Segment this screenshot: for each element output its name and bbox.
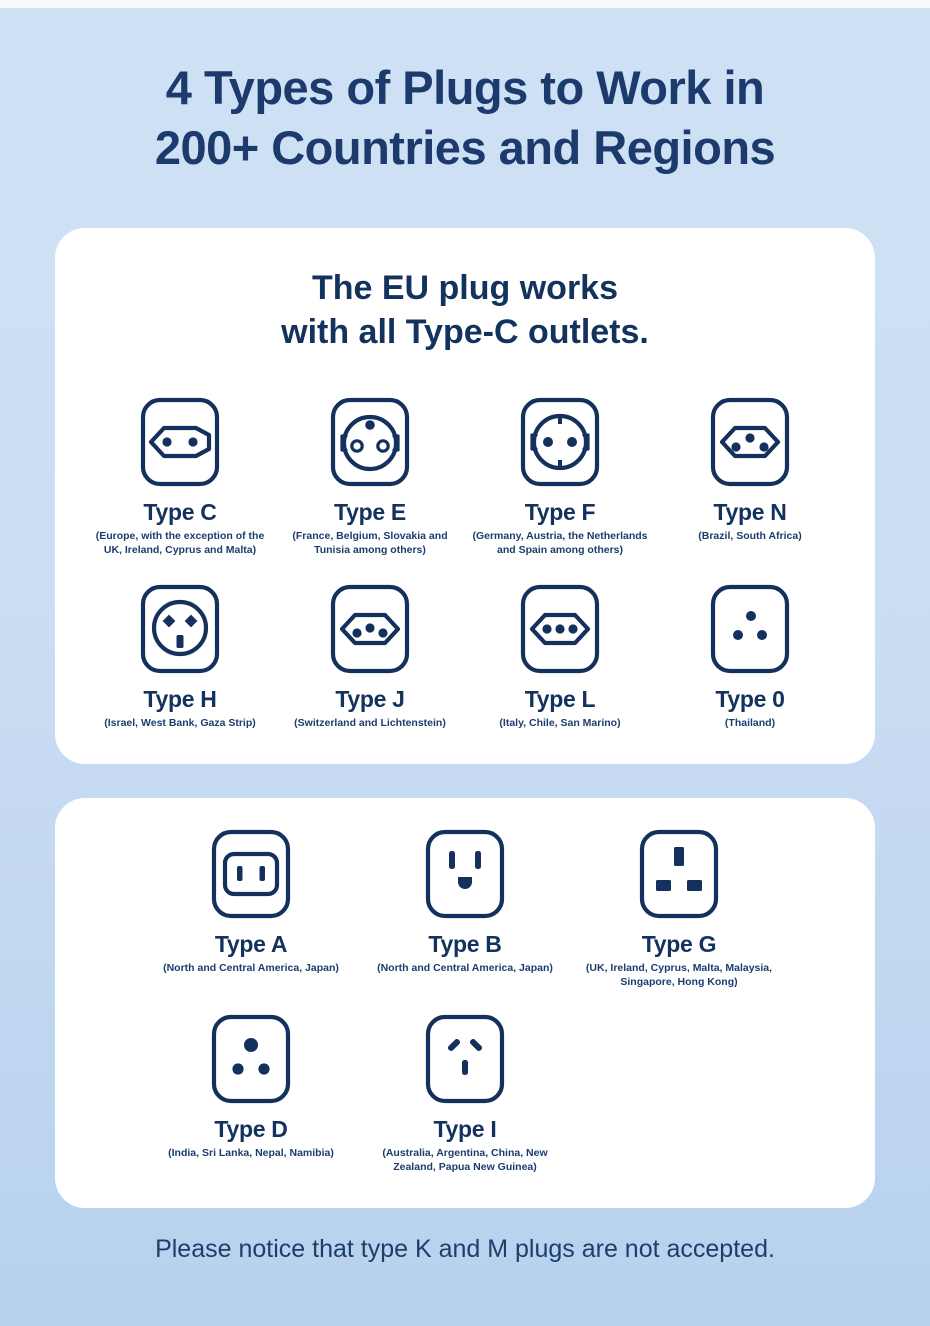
plug-type-label: Type B [428, 931, 502, 957]
plug-type-label: Type C [143, 499, 217, 525]
eu-plug-grid [55, 396, 875, 730]
plug-type-h [85, 583, 275, 730]
plug-type-l [465, 583, 655, 730]
top-strip [0, 0, 930, 8]
plug-type-j [275, 583, 465, 730]
plug-type-caption: (France, Belgium, Slovakia and Tunisia among others) [292, 530, 448, 556]
plug-type-b [358, 828, 572, 989]
type-l-socket-icon [519, 583, 601, 675]
type-j-socket-icon [329, 583, 411, 675]
plug-type-caption: (North and Central America, Japan) [377, 962, 553, 974]
plug-type-f [465, 396, 655, 557]
footer-note: Please notice that type K and M plugs are not accepted. [155, 1235, 775, 1263]
other-plug-grid [55, 828, 875, 1174]
type-o-socket-icon [709, 583, 791, 675]
plug-type-label: Type L [524, 686, 596, 712]
eu-card-heading-line2: with all Type-C outlets. [281, 313, 649, 351]
plug-type-label: Type F [524, 499, 596, 525]
eu-plug-card [55, 228, 875, 764]
type-h-socket-icon [139, 583, 221, 675]
plug-type-caption: (Australia, Argentina, China, New Zealand, Papua New Guinea) [382, 1147, 548, 1173]
plug-type-caption: (India, Sri Lanka, Nepal, Namibia) [168, 1147, 334, 1159]
page-title-line1: 4 Types of Plugs to Work in [165, 61, 765, 114]
plug-type-caption: (Europe, with the exception of the UK, Ireland, Cyprus and Malta) [95, 530, 265, 556]
plug-type-caption: (Switzerland and Lichtenstein) [294, 717, 446, 729]
eu-card-heading-line1: The EU plug works [311, 269, 619, 307]
plug-type-label: Type A [214, 931, 288, 957]
plug-type-caption: (Brazil, South Africa) [698, 530, 802, 542]
type-f-socket-icon [519, 396, 601, 488]
plug-type-a [144, 828, 358, 989]
type-i-socket-icon [424, 1013, 506, 1105]
plug-type-g [572, 828, 786, 989]
type-e-socket-icon [329, 396, 411, 488]
plug-type-o [655, 583, 845, 730]
type-a-socket-icon [210, 828, 292, 920]
page-title-line2: 200+ Countries and Regions [154, 121, 776, 174]
plug-type-label: Type H [143, 686, 217, 712]
plug-type-label: Type E [334, 499, 406, 525]
plug-type-caption: (UK, Ireland, Cyprus, Malta, Malaysia, Singapore, Hong Kong) [585, 962, 773, 988]
type-g-socket-icon [638, 828, 720, 920]
plug-type-c [85, 396, 275, 557]
plug-type-e [275, 396, 465, 557]
plug-type-caption: (Israel, West Bank, Gaza Strip) [104, 717, 256, 729]
plug-type-caption: (Italy, Chile, San Marino) [499, 717, 621, 729]
plug-type-label: Type N [713, 499, 787, 525]
plug-type-label: Type G [641, 931, 717, 957]
plug-type-n [655, 396, 845, 557]
plug-type-i [358, 1013, 572, 1174]
page-title [0, 58, 930, 178]
other-plugs-card [55, 798, 875, 1208]
plug-type-label: Type I [433, 1116, 497, 1142]
plug-type-caption: (Germany, Austria, the Netherlands and Spain among others) [472, 530, 648, 556]
plug-type-d [144, 1013, 358, 1174]
plug-type-label: Type 0 [715, 686, 785, 712]
type-b-socket-icon [424, 828, 506, 920]
type-d-socket-icon [210, 1013, 292, 1105]
plug-type-label: Type J [335, 686, 405, 712]
plug-type-label: Type D [214, 1116, 288, 1142]
plug-type-caption: (North and Central America, Japan) [163, 962, 339, 974]
plug-type-caption: (Thailand) [724, 717, 776, 729]
eu-card-heading [55, 266, 875, 354]
type-n-socket-icon [709, 396, 791, 488]
type-c-socket-icon [139, 396, 221, 488]
